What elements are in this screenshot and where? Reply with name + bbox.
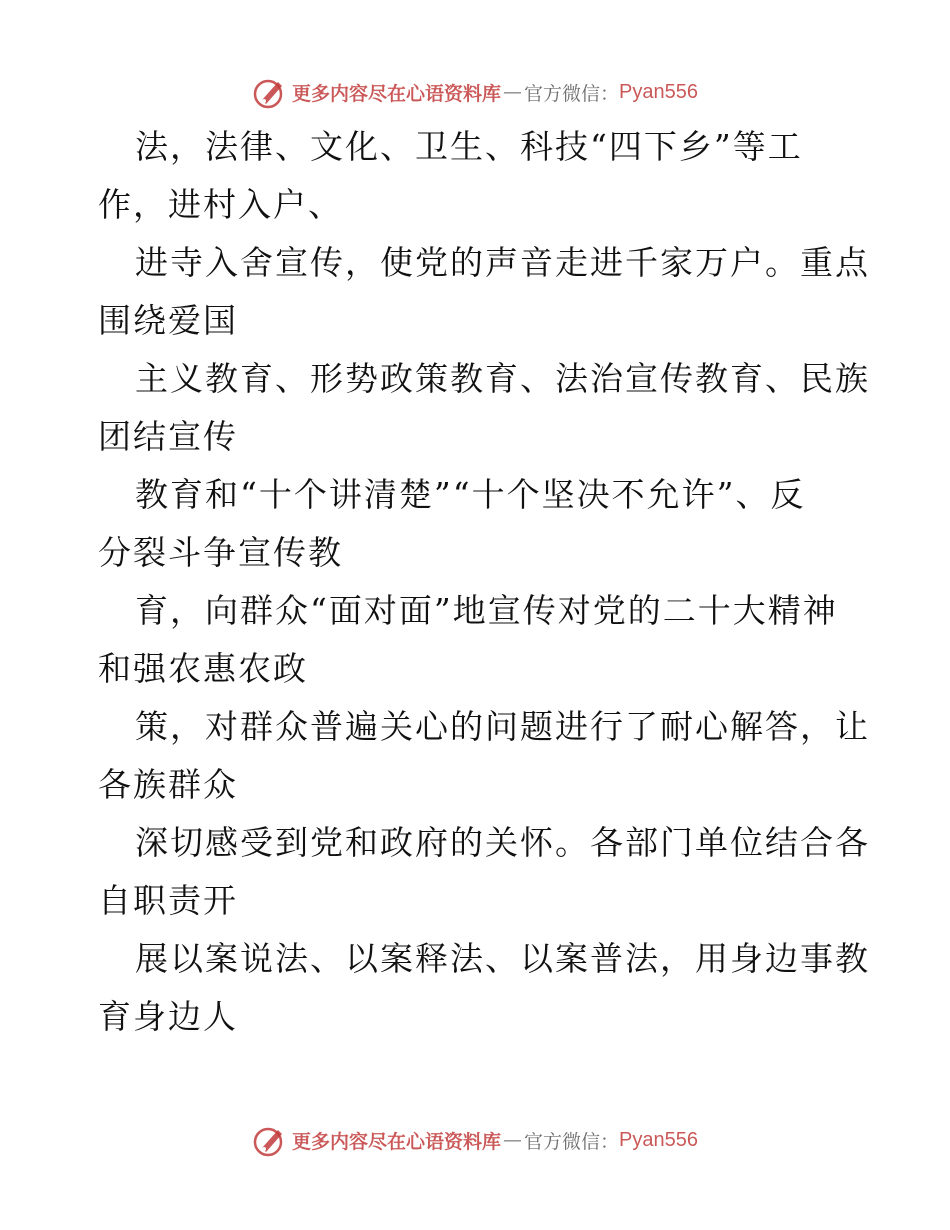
paragraph-line: 教育和“十个讲清楚”“十个坚决不允许”、反 — [135, 475, 806, 514]
paragraph-5 — [0, 582, 950, 698]
paragraph-line: 各族群众 — [98, 765, 238, 804]
paragraph-line: 围绕爱国 — [98, 301, 238, 340]
watermark-separator: — — [503, 1129, 523, 1151]
footer-watermark — [0, 1120, 950, 1160]
paragraph-1 — [0, 118, 950, 234]
paragraph-line: 育身边人 — [98, 997, 238, 1036]
document-body — [0, 118, 950, 1046]
header-watermark — [0, 72, 950, 112]
watermark-wechat-label: 官方微信： — [524, 1130, 620, 1153]
paragraph-line: 进寺入舍宣传，使党的声音走进千家万户。重点 — [135, 243, 870, 282]
paragraph-line: 作，进村入户、 — [98, 185, 343, 224]
paragraph-3 — [0, 350, 950, 466]
paragraph-line: 策，对群众普遍关心的问题进行了耐心解答，让 — [135, 707, 870, 746]
watermark-separator: — — [503, 81, 523, 103]
paragraph-line: 团结宣传 — [98, 417, 238, 456]
paragraph-7 — [0, 814, 950, 930]
paragraph-line: 育，向群众“面对面”地宣传对党的二十大精神 — [135, 591, 838, 630]
watermark-brand: 更多内容尽在心语资料库 — [292, 1130, 502, 1153]
paragraph-line: 和强农惠农政 — [98, 649, 308, 688]
watermark-wechat-id: Pyan556 — [619, 80, 698, 103]
paragraph-6 — [0, 698, 950, 814]
paragraph-4 — [0, 466, 950, 582]
paragraph-line: 深切感受到党和政府的关怀。各部门单位结合各 — [135, 823, 870, 862]
paragraph-line: 自职责开 — [98, 881, 238, 920]
paragraph-line: 法，法律、文化、卫生、科技“四下乡”等工 — [135, 127, 803, 166]
paragraph-2 — [0, 234, 950, 350]
paragraph-line: 展以案说法、以案释法、以案普法，用身边事教 — [135, 939, 870, 978]
pen-circle-logo-icon — [252, 1122, 288, 1158]
watermark-brand: 更多内容尽在心语资料库 — [292, 82, 502, 105]
paragraph-line: 分裂斗争宣传教 — [98, 533, 343, 572]
paragraph-line: 主义教育、形势政策教育、法治宣传教育、民族 — [135, 359, 870, 398]
watermark-wechat-id: Pyan556 — [619, 1128, 698, 1151]
paragraph-8 — [0, 930, 950, 1046]
watermark-wechat-label: 官方微信： — [524, 82, 620, 105]
pen-circle-logo-icon — [252, 74, 288, 110]
